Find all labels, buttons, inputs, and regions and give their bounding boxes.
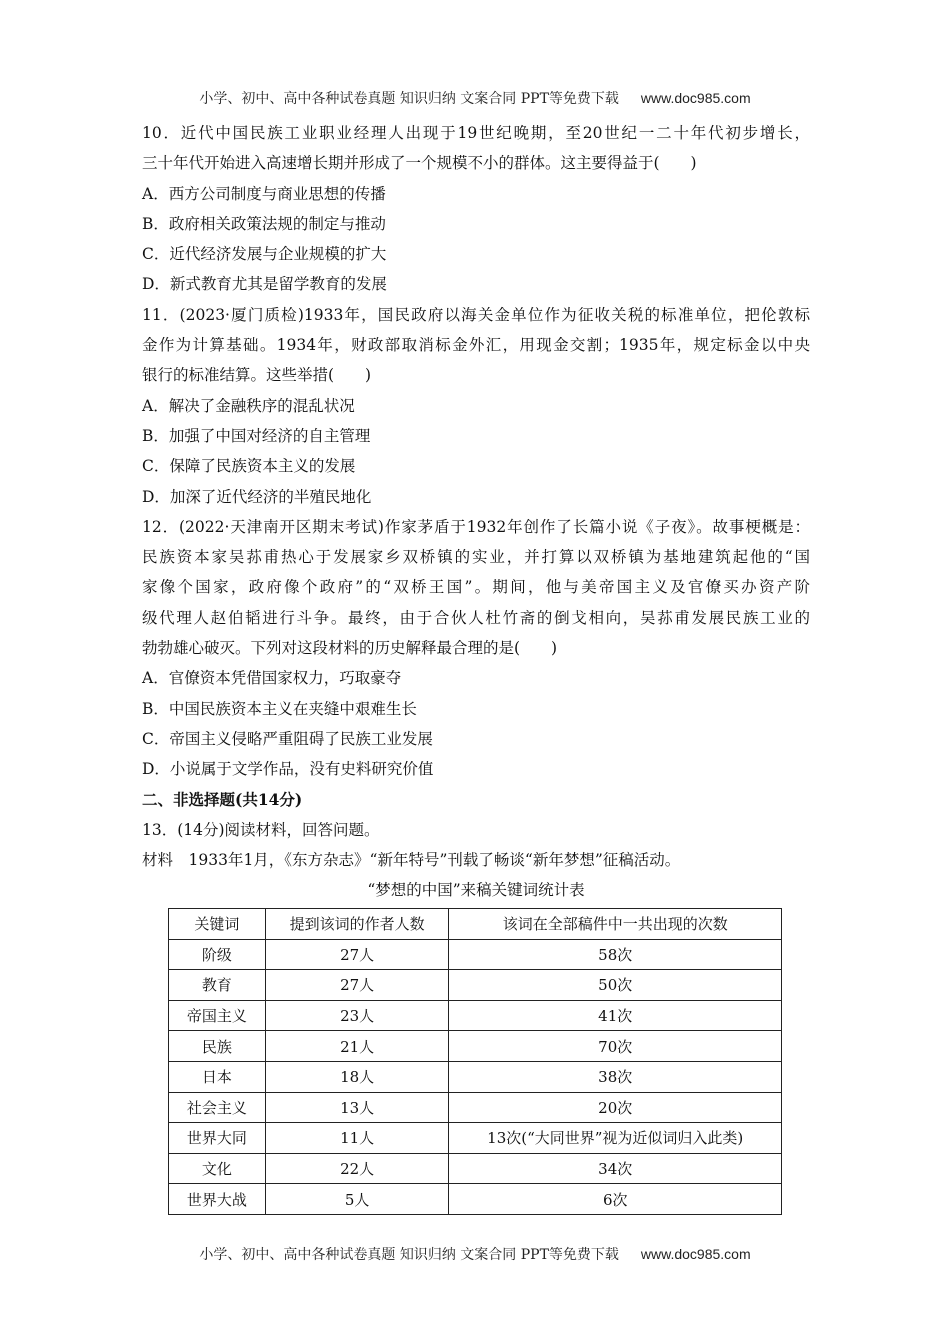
q12-option-c: C．帝国主义侵略严重阻碍了民族工业发展	[142, 729, 433, 748]
keyword-cell: 社会主义	[169, 1092, 266, 1123]
table-row	[169, 1153, 782, 1184]
page-header	[0, 88, 950, 108]
author-count-cell: 5人	[265, 1184, 449, 1215]
keyword-cell: 阶级	[169, 939, 266, 970]
table-header-row	[169, 909, 782, 940]
q11-stem-line: 金作为计算基础。1934年，财政部取消标金外汇，用现金交割；1935年，规定标金以中央	[142, 336, 810, 355]
author-count-cell: 27人	[265, 939, 449, 970]
q10-option-d: D．新式教育尤其是留学教育的发展	[142, 275, 387, 294]
author-count-cell: 11人	[265, 1123, 449, 1154]
q12-stem-line: 家像个国家，政府像个政府”的“双桥王国”。期间，他与美帝国主义及官僚买办资产阶	[142, 578, 810, 597]
author-count-cell: 13人	[265, 1092, 449, 1123]
author-count-cell: 27人	[265, 970, 449, 1001]
q12-stem-line: 勃勃雄心破灭。下列对这段材料的历史解释最合理的是( )	[142, 639, 558, 658]
column-header-author-count: 提到该词的作者人数	[265, 909, 449, 940]
occurrence-cell: 20次	[449, 1092, 782, 1123]
keyword-cell: 帝国主义	[169, 1000, 266, 1031]
q10-option-b: B．政府相关政策法规的制定与推动	[142, 214, 386, 233]
occurrence-cell: 50次	[449, 970, 782, 1001]
q12-stem-line: 级代理人赵伯韬进行斗争。最终，由于合伙人杜竹斋的倒戈相向，吴荪甫发展民族工业的	[142, 608, 810, 627]
author-count-cell: 21人	[265, 1031, 449, 1062]
keyword-cell: 文化	[169, 1153, 266, 1184]
exam-content	[142, 118, 810, 905]
q13-material: 材料 1933年1月，《东方杂志》“新年特号”刊载了畅谈“新年梦想”征稿活动。	[142, 851, 681, 870]
q13-stem: 13．(14分)阅读材料，回答问题。	[142, 820, 380, 839]
q12-option-d: D．小说属于文学作品，没有史料研究价值	[142, 760, 434, 779]
author-count-cell: 22人	[265, 1153, 449, 1184]
occurrence-cell: 41次	[449, 1000, 782, 1031]
q11-option-d: D．加深了近代经济的半殖民地化	[142, 487, 372, 506]
q12-option-b: B．中国民族资本主义在夹缝中艰难生长	[142, 699, 417, 718]
column-header-keyword: 关键词	[169, 909, 266, 940]
page-footer	[0, 1244, 950, 1264]
q11-stem-line: 银行的标准结算。这些举措( )	[142, 366, 372, 385]
table-caption: “梦想的中国”来稿关键词统计表	[367, 881, 585, 900]
table-row	[169, 1123, 782, 1154]
keyword-stats-table	[168, 908, 782, 1215]
keyword-cell: 民族	[169, 1031, 266, 1062]
keyword-cell: 日本	[169, 1061, 266, 1092]
occurrence-cell: 13次(“大同世界”视为近似词归入此类)	[449, 1123, 782, 1154]
q10-stem-line: 10．近代中国民族工业职业经理人出现于19世纪晚期，至20世纪一二十年代初步增长，	[142, 124, 810, 142]
q11-option-b: B．加强了中国对经济的自主管理	[142, 426, 371, 445]
q10-stem-line: 三十年代开始进入高速增长期并形成了一个规模不小的群体。这主要得益于( )	[142, 154, 697, 173]
table-row	[169, 1184, 782, 1215]
table-row	[169, 939, 782, 970]
occurrence-cell: 58次	[449, 939, 782, 970]
author-count-cell: 18人	[265, 1061, 449, 1092]
section-heading: 二、非选择题(共14分)	[142, 789, 303, 809]
column-header-occurrences: 该词在全部稿件中一共出现的次数	[449, 909, 782, 940]
table-row	[169, 1000, 782, 1031]
author-count-cell: 23人	[265, 1000, 449, 1031]
table-row	[169, 970, 782, 1001]
footer-text: 小学、初中、高中各种试卷真题 知识归纳 文案合同 PPT等免费下载	[199, 1247, 619, 1263]
footer-site-link[interactable]: www.doc985.com	[640, 1246, 751, 1262]
header-text: 小学、初中、高中各种试卷真题 知识归纳 文案合同 PPT等免费下载	[199, 91, 619, 107]
q10-option-a: A．西方公司制度与商业思想的传播	[142, 184, 386, 203]
q12-stem-line: 12．(2022·天津南开区期末考试)作家茅盾于1932年创作了长篇小说《子夜》。故事梗概是：	[142, 517, 810, 536]
table-row	[169, 1092, 782, 1123]
keyword-cell: 教育	[169, 970, 266, 1001]
header-site-link[interactable]: www.doc985.com	[640, 90, 751, 106]
keyword-cell: 世界大战	[169, 1184, 266, 1215]
occurrence-cell: 38次	[449, 1061, 782, 1092]
occurrence-cell: 6次	[449, 1184, 782, 1215]
table-row	[169, 1061, 782, 1092]
q12-stem-line: 民族资本家吴荪甫热心于发展家乡双桥镇的实业，并打算以双桥镇为基地建筑起他的“国	[142, 548, 810, 567]
occurrence-cell: 70次	[449, 1031, 782, 1062]
table-row	[169, 1031, 782, 1062]
q11-stem-line: 11．(2023·厦门质检)1933年，国民政府以海关金单位作为征收关税的标准单位，把伦敦标	[142, 305, 810, 324]
q11-option-a: A．解决了金融秩序的混乱状况	[142, 396, 355, 415]
q12-option-a: A．官僚资本凭借国家权力，巧取豪夺	[142, 669, 402, 688]
occurrence-cell: 34次	[449, 1153, 782, 1184]
keyword-cell: 世界大同	[169, 1123, 266, 1154]
q11-option-c: C．保障了民族资本主义的发展	[142, 457, 356, 476]
q10-option-c: C．近代经济发展与企业规模的扩大	[142, 245, 387, 264]
